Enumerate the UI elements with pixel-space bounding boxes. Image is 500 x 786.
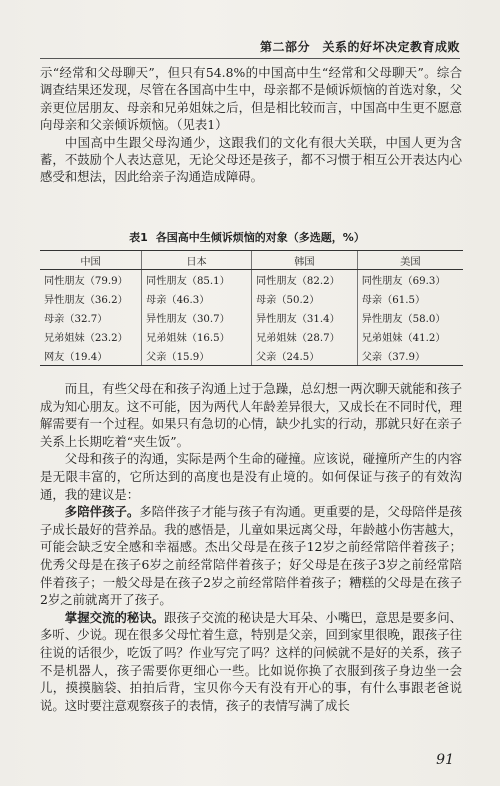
table-cell: 母亲（61.5） [357, 289, 463, 308]
table-cell: 母亲（50.2） [251, 289, 357, 308]
table-cell: 母亲（46.3） [142, 289, 252, 308]
table-cell: 兄弟姐妹（23.2） [44, 333, 128, 344]
table-cell: 兄弟姐妹（28.7） [251, 327, 357, 346]
table-header-row [40, 251, 463, 270]
data-table [40, 250, 463, 366]
page-number: 91 [436, 752, 454, 768]
table-cell: 父亲（37.9） [357, 346, 463, 366]
table-cell: 异性朋友（36.2） [44, 295, 128, 306]
paragraph-body: 跟孩子交流的秘诀是大耳朵、小嘴巴，意思是要多问、多听、少说。现在很多父母忙着生意，特别是父亲，回到家里很晚，跟孩子往往说的话很少，吃饭了吗？作业写完了吗？这样的问候就不是好的关系，孩子不是机器人，孩子需要你更细心一些。比如说你换了衣服到孩子身边坐一会儿，摸摸脑袋、拍拍后背，宝贝你今天有没有开心的事，有什么事跟老爸说说。这时要注意观察孩子的表情，孩子的表情写满了成长 [40, 609, 463, 713]
header-rule [40, 58, 460, 59]
paragraph: 而且，有些父母在和孩子沟通上过于急躁，总幻想一两次聊天就能和孩子成为知心朋友。这不可能，因为两代人年龄差异很大，又成长在不同时代，理解需要有一个过程。如果只有急切的心情，缺少扎实的行动，那就只好在亲子关系上长期吃着“夹生饭”。 [40, 381, 462, 449]
table-cell: 同性朋友（79.9） [44, 276, 128, 287]
column-header: 韩国 [251, 251, 357, 270]
paragraph-body: 多陪伴孩子才能与孩子有沟通。更重要的是，父母陪伴是孩子成长最好的营养品。我的感悟是，儿童如果远离父母，年龄越小伤害越大，可能会缺乏安全感和幸福感。杰出父母是在孩子12岁之前经常陪伴着孩子；优秀父母是在孩子6岁之前经常陪伴着孩子；好父母是在孩子3岁之前经常陪伴着孩子；一般父母是在孩子2岁之前经常陪伴着孩子；糟糕的父母是在孩子2岁之前就离开了孩子。 [40, 504, 463, 608]
table-row [40, 289, 463, 308]
header-title: 第二部分 关系的好坏决定教育成败 [259, 40, 460, 54]
table-cell: 兄弟姐妹（16.5） [142, 327, 252, 346]
body-text-bottom [40, 380, 462, 714]
paragraph [40, 609, 462, 715]
table-caption [40, 229, 462, 245]
table-cell: 异性朋友（31.4） [251, 308, 357, 327]
paragraph-lead: 多陪伴孩子。 [64, 504, 140, 520]
paragraph: 父母和孩子的沟通，实际是两个生命的碰撞。应该说，碰撞所产生的内容是无限丰富的，它所达到的高度也是没有止境的。如何保证与孩子的有效沟通，我的建议是： [40, 451, 462, 502]
paragraph [40, 503, 462, 609]
column-header: 日本 [142, 251, 252, 270]
table-cell: 网友（19.4） [40, 346, 142, 366]
table-row [40, 270, 463, 290]
table-cell: 同性朋友（85.1） [142, 270, 252, 290]
table-cell: 异性朋友（30.7） [142, 308, 252, 327]
table-cell: 同性朋友（82.2） [251, 270, 357, 290]
body-text-top [40, 64, 462, 186]
table-row [40, 346, 463, 366]
table-cell: 兄弟姐妹（41.2） [357, 327, 463, 346]
table-label: 表1 [129, 231, 148, 244]
paragraph: 中国高中生跟父母沟通少，这跟我们的文化有很大关联，中国人更为含蓄，不鼓励个人表达意见，无论父母还是孩子，都不习惯于相互公开表达内心感受和想法，因此给亲子沟通造成障碍。 [40, 134, 462, 185]
paragraph-lead: 掌握交流的秘诀。 [64, 609, 165, 625]
running-header [0, 0, 500, 52]
table-row [40, 308, 463, 327]
table-cell: 同性朋友（69.3） [357, 270, 463, 290]
table-row [40, 327, 463, 346]
table-cell: 父亲（24.5） [251, 346, 357, 366]
table-cell: 母亲（32.7） [44, 314, 108, 325]
table-title: 各国高中生倾诉烦恼的对象（多选题，%） [155, 231, 365, 244]
paragraph: 示“经常和父母聊天”，但只有54.8%的中国高中生“经常和父母聊天”。综合调查结果还发现，尽管在各国高中生中，母亲都不是倾诉烦恼的首选对象，父亲更位居朋友、母亲和兄弟姐妹之后，但是相比较而言，中国高中生更不愿意向母亲和父亲倾诉烦恼。（见表1） [40, 65, 462, 133]
column-header: 中国 [40, 251, 142, 270]
table-cell: 父亲（15.9） [142, 346, 252, 366]
column-header: 美国 [357, 251, 463, 270]
table-cell: 异性朋友（58.0） [357, 308, 463, 327]
